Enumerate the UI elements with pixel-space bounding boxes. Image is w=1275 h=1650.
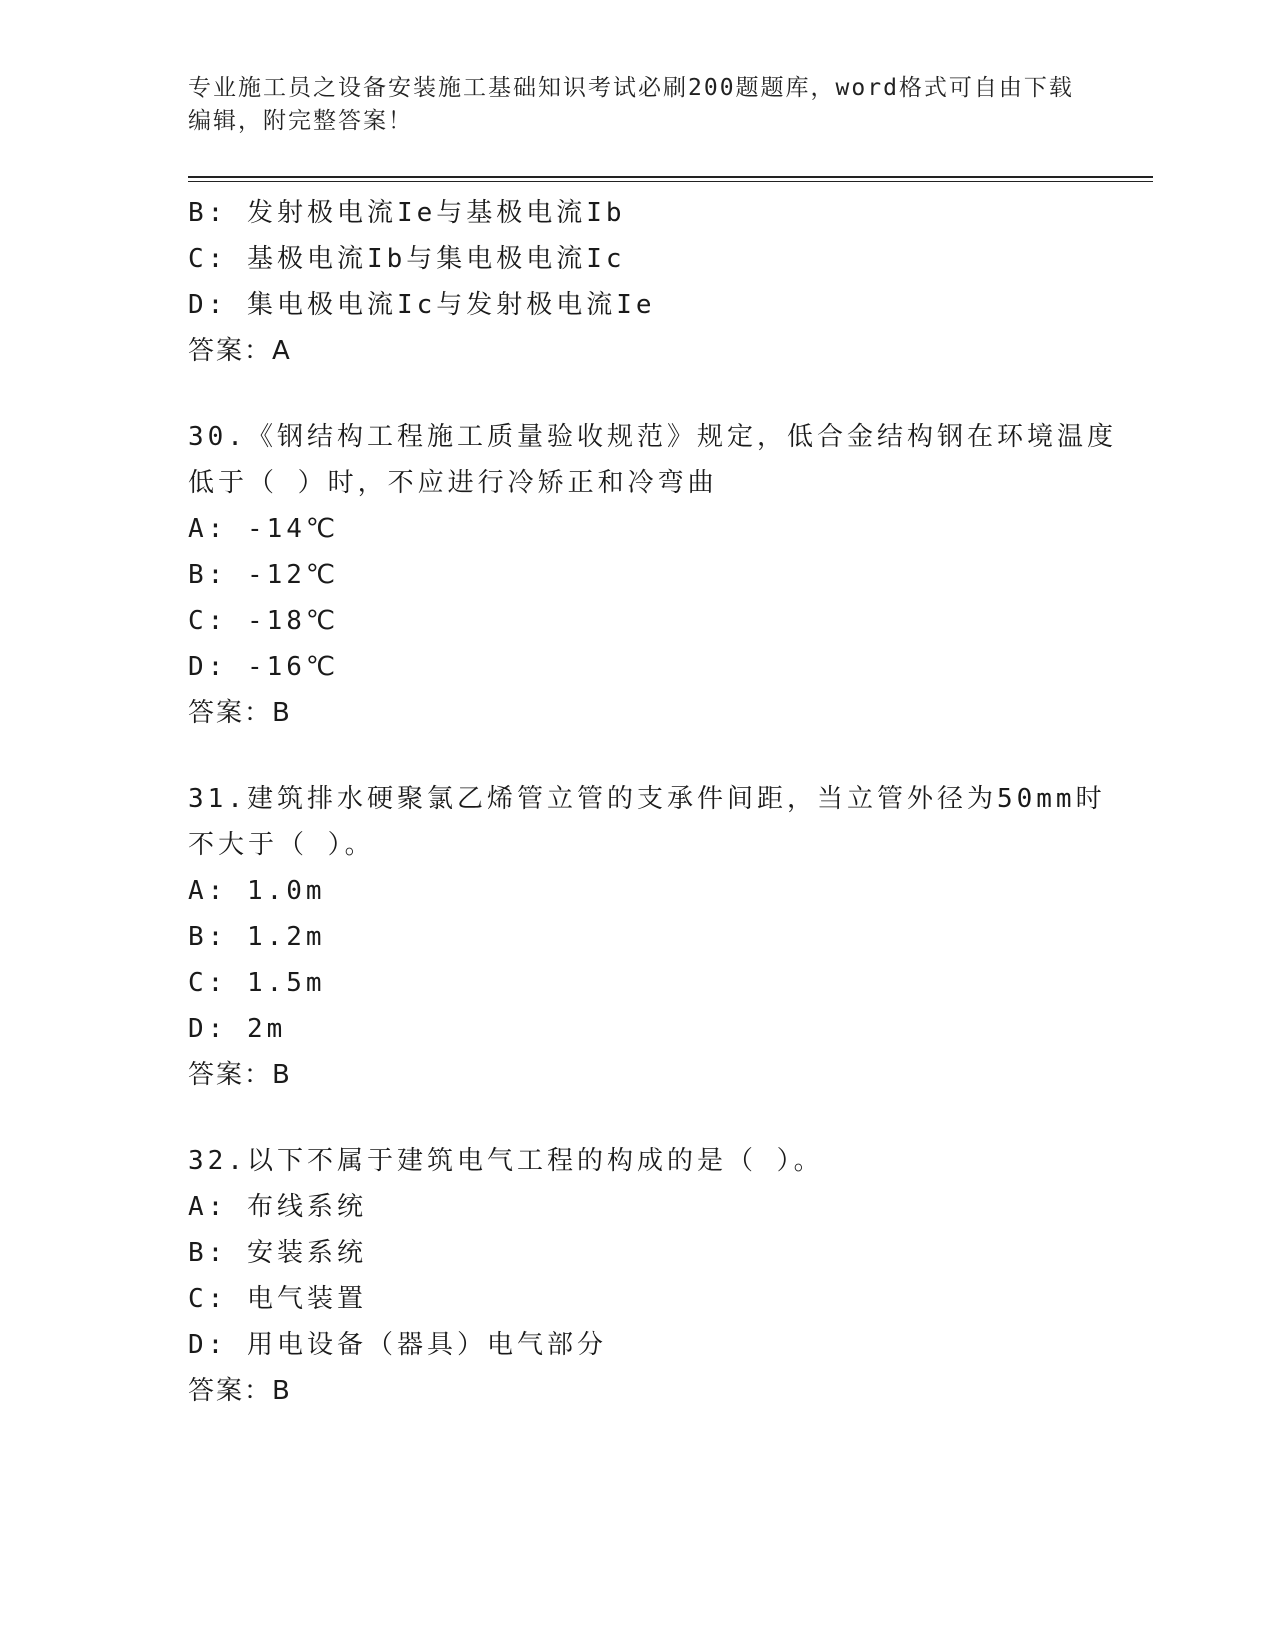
header-divider-thick <box>188 176 1153 178</box>
question-stem-line: 32.以下不属于建筑电气工程的构成的是（ ）。 <box>188 1146 824 1176</box>
option-c: C: 电气装置 <box>188 1284 367 1314</box>
option-d: D: 2m <box>188 1014 287 1044</box>
question-31 <box>188 776 1118 1098</box>
option-a: A: 布线系统 <box>188 1192 367 1222</box>
option-c: C: 1.5m <box>188 968 326 998</box>
option-c: C: 基极电流Ib与集电极电流Ic <box>188 244 626 274</box>
answer-text: 答案：B <box>188 698 292 728</box>
option-a: A: 1.0m <box>188 876 326 906</box>
question-30 <box>188 414 1118 736</box>
option-d: D: 用电设备（器具）电气部分 <box>188 1330 607 1360</box>
answer-text: 答案：B <box>188 1376 292 1406</box>
header-line-2: 编辑，附完整答案！ <box>188 108 413 134</box>
header-line-1: 专业施工员之设备安装施工基础知识考试必刷200题题库，word格式可自由下载 <box>188 75 1074 101</box>
header-divider-thin <box>188 181 1153 182</box>
option-c: C: -18℃ <box>188 606 340 636</box>
answer-text: 答案：A <box>188 336 292 366</box>
question-stem-line: 不大于（ ）。 <box>188 830 375 860</box>
question-32 <box>188 1138 1118 1414</box>
option-b: B: -12℃ <box>188 560 340 590</box>
question-stem-line: 31.建筑排水硬聚氯乙烯管立管的支承件间距，当立管外径为50mm时 <box>188 784 1106 814</box>
option-b: B: 发射极电流Ie与基极电流Ib <box>188 198 626 228</box>
question-stem-line: 低于（ ）时，不应进行冷矫正和冷弯曲 <box>188 468 718 498</box>
option-b: B: 1.2m <box>188 922 326 952</box>
option-d: D: -16℃ <box>188 652 340 682</box>
question-content <box>188 190 1118 1414</box>
answer-text: 答案：B <box>188 1060 292 1090</box>
question-stem-line: 30.《钢结构工程施工质量验收规范》规定，低合金结构钢在环境温度 <box>188 422 1117 452</box>
option-d: D: 集电极电流Ic与发射极电流Ie <box>188 290 656 320</box>
document-header <box>188 72 1088 138</box>
option-b: B: 安装系统 <box>188 1238 367 1268</box>
option-a: A: -14℃ <box>188 514 340 544</box>
question-29-continued <box>188 190 1118 374</box>
